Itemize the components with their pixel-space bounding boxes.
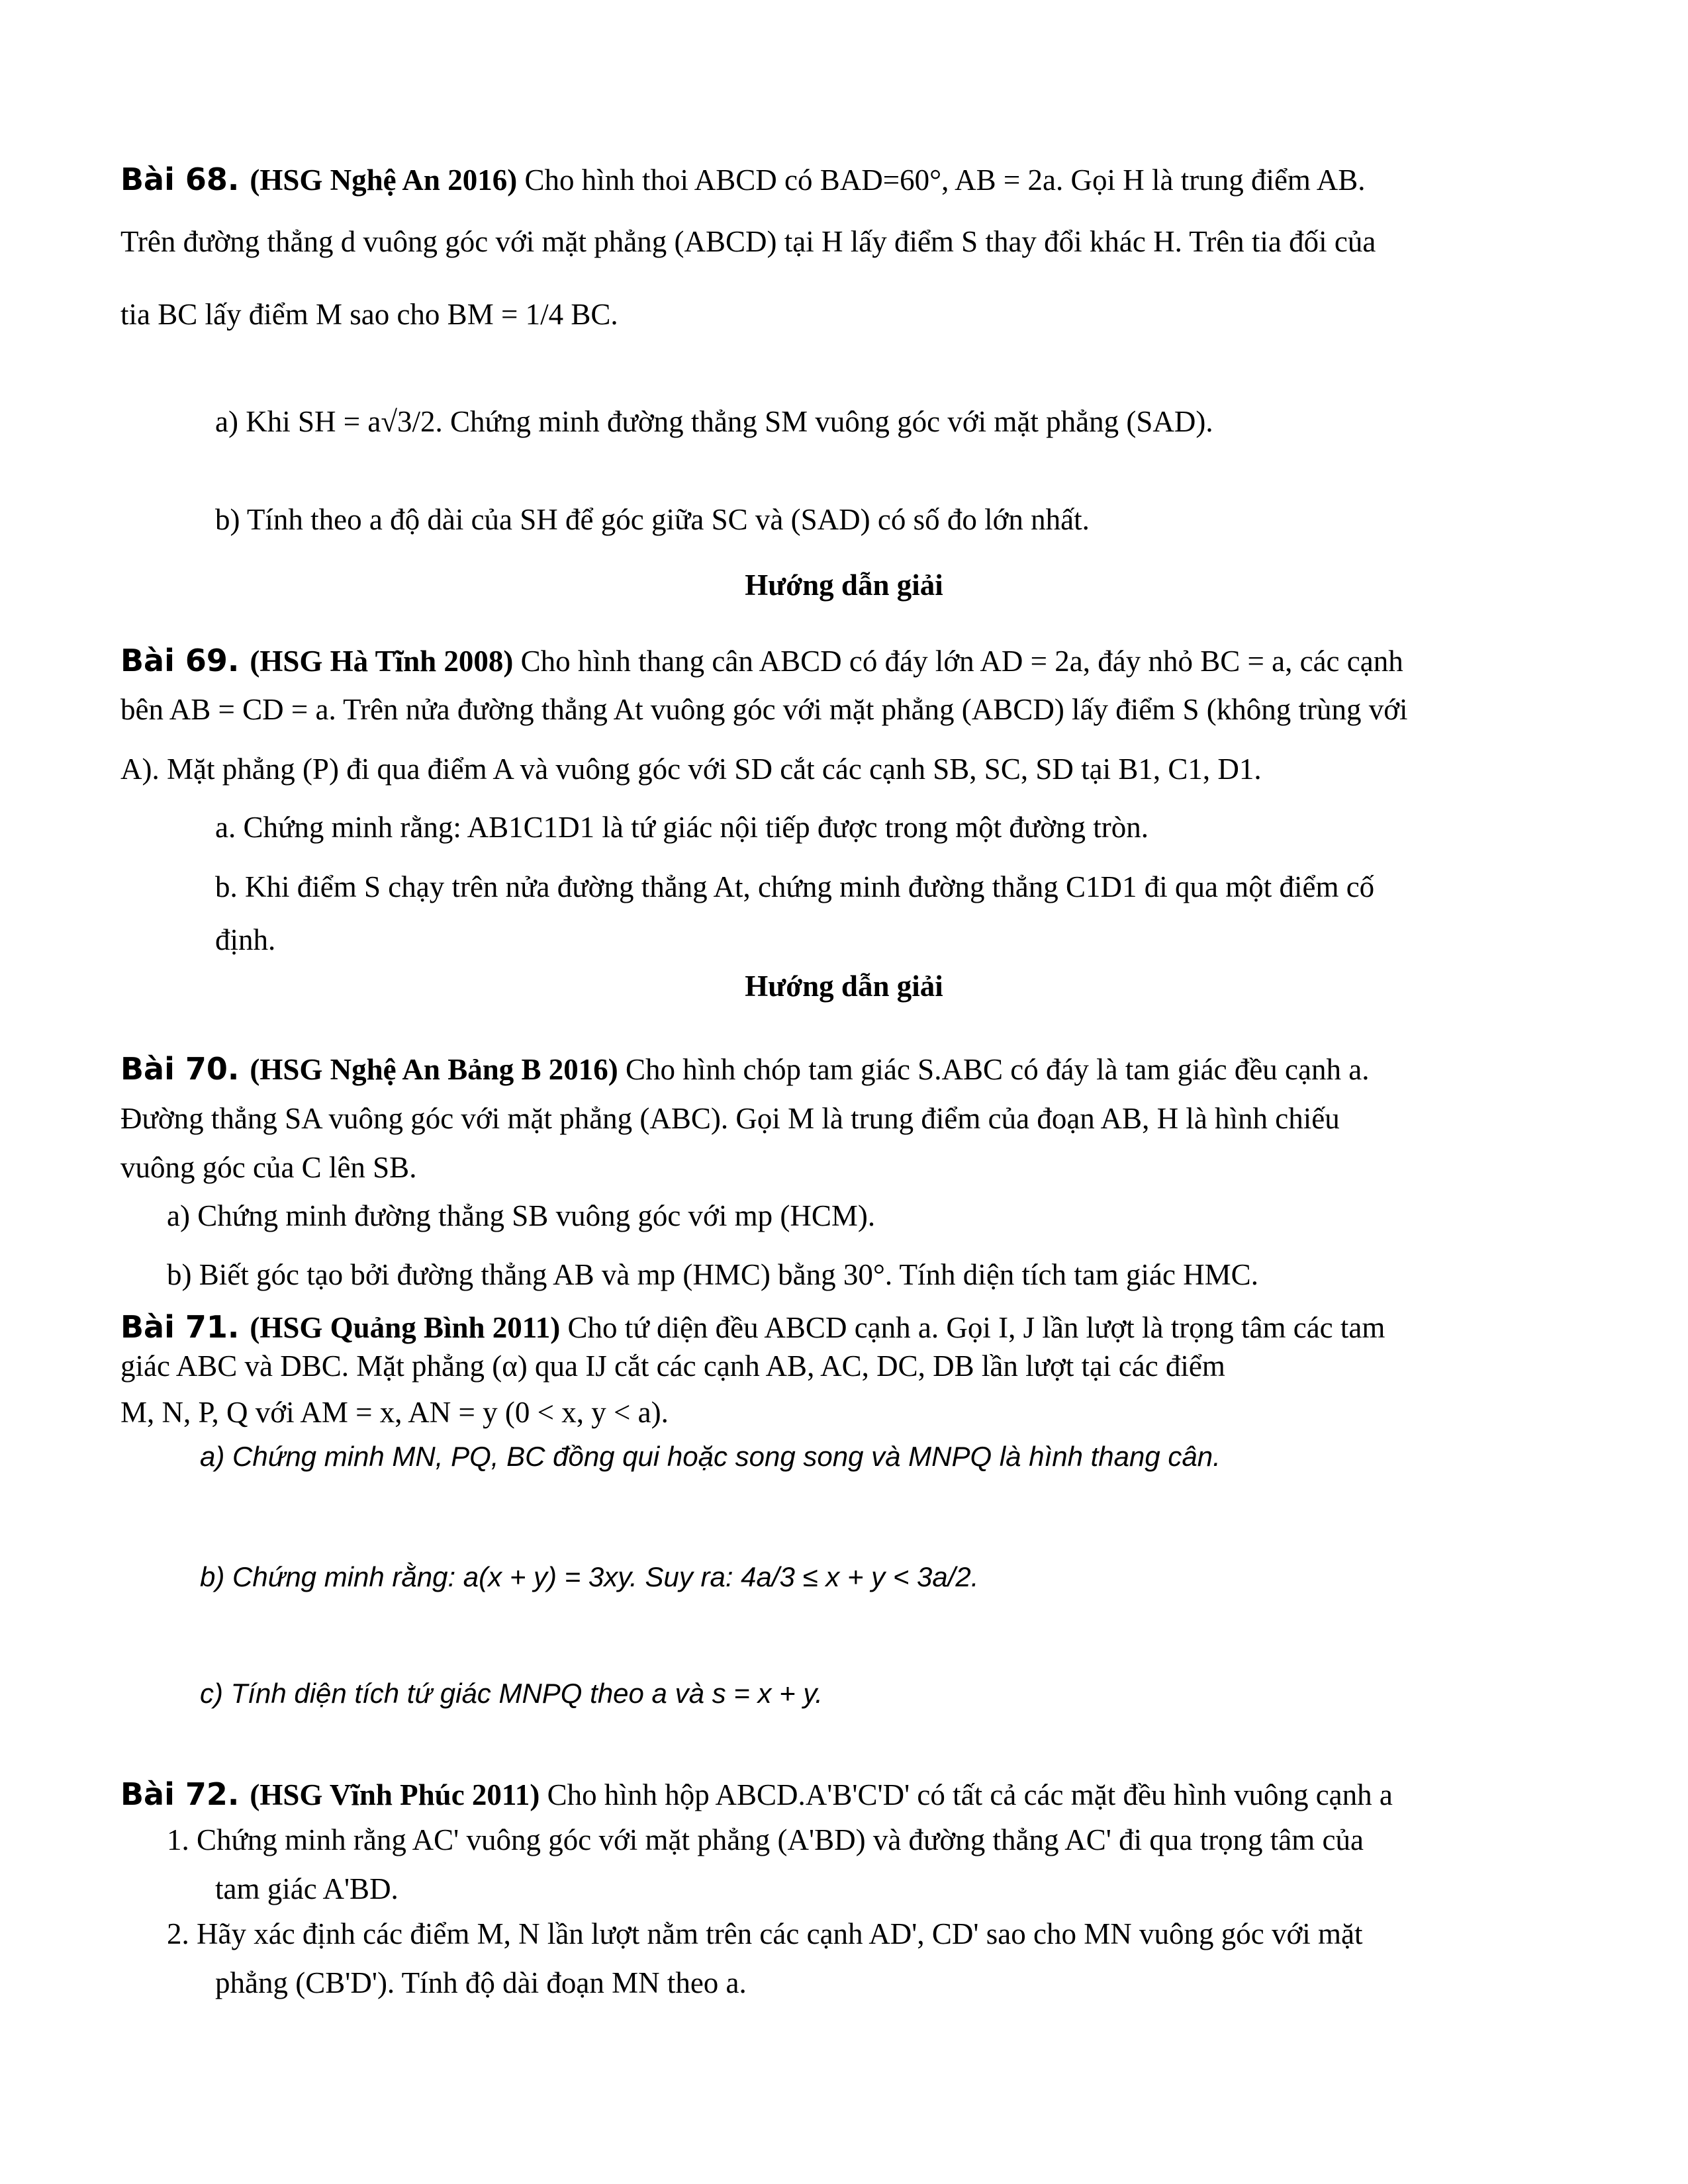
b69-line-1: Bài 69. (HSG Hà Tĩnh 2008) Cho hình thang cân ABCD có đáy lớn AD = 2a, đáy nhỏ BC = a, các cạnh (120, 643, 1403, 678)
b72-item-2-b: phẳng (CB'D'). Tính độ dài đoạn MN theo a. (215, 1966, 747, 1999)
b71-part-b: b) Chứng minh rằng: a(x + y) = 3xy. Suy ra: 4a/3 ≤ x + y < 3a/2. (200, 1561, 979, 1592)
b68-line-3: tia BC lấy điểm M sao cho BM = 1/4 BC. (120, 298, 618, 331)
b70-line-1: Bài 70. (HSG Nghệ An Bảng B 2016) Cho hình chóp tam giác S.ABC có đáy là tam giác đều cạnh a. (120, 1051, 1370, 1087)
b72-item-1-a: 1. Chứng minh rằng AC' vuông góc với mặt phẳng (A'BD) và đường thẳng AC' đi qua trọng tâm của (167, 1823, 1364, 1856)
b69-line-2: bên AB = CD = a. Trên nửa đường thẳng At vuông góc với mặt phẳng (ABCD) lấy điểm S (không trùng với (120, 693, 1408, 726)
b69-part-b-1: b. Khi điểm S chạy trên nửa đường thẳng At, chứng minh đường thẳng C1D1 đi qua một điểm cố (215, 870, 1375, 903)
b71-line-1: Bài 71. (HSG Quảng Bình 2011) Cho tứ diện đều ABCD cạnh a. Gọi I, J lần lượt là trọng tâm các tam (120, 1309, 1385, 1345)
b72-item-2-a: 2. Hãy xác định các điểm M, N lần lượt nằm trên các cạnh AD', CD' sao cho MN vuông góc với mặt (167, 1917, 1363, 1950)
b69-line-3: A). Mặt phẳng (P) đi qua điểm A và vuông góc với SD cắt các cạnh SB, SC, SD tại B1, C1, D1. (120, 752, 1262, 786)
b70-line-2: Đường thẳng SA vuông góc với mặt phẳng (ABC). Gọi M là trung điểm của đoạn AB, H là hình chiếu (120, 1102, 1340, 1135)
b68-line-2: Trên đường thẳng d vuông góc với mặt phẳng (ABCD) tại H lấy điểm S thay đổi khác H. Trên tia đối của (120, 225, 1376, 258)
solution-heading-1: Hướng dẫn giải (745, 569, 943, 602)
b69-part-a: a. Chứng minh rằng: AB1C1D1 là tứ giác nội tiếp được trong một đường tròn. (215, 811, 1149, 844)
b72-line-1: Bài 72. (HSG Vĩnh Phúc 2011) Cho hình hộp ABCD.A'B'C'D' có tất cả các mặt đều hình vuông cạnh a (120, 1776, 1393, 1812)
b68-part-b: b) Tính theo a độ dài của SH để góc giữa SC và (SAD) có số đo lớn nhất. (215, 503, 1090, 536)
b70-part-b: b) Biết góc tạo bởi đường thẳng AB và mp (HMC) bằng 30°. Tính diện tích tam giác HMC. (167, 1258, 1258, 1291)
b71-part-a: a) Chứng minh MN, PQ, BC đồng qui hoặc song song và MNPQ là hình thang cân. (200, 1441, 1221, 1472)
solution-heading-2: Hướng dẫn giải (745, 970, 943, 1003)
b71-line-2: giác ABC và DBC. Mặt phẳng (α) qua IJ cắt các cạnh AB, AC, DC, DB lần lượt tại các điểm (120, 1349, 1225, 1383)
b71-line-3: M, N, P, Q với AM = x, AN = y (0 < x, y < a). (120, 1396, 669, 1429)
b70-line-3: vuông góc của C lên SB. (120, 1151, 417, 1184)
b70-part-a: a) Chứng minh đường thẳng SB vuông góc với mp (HCM). (167, 1199, 876, 1232)
b71-part-c: c) Tính diện tích tứ giác MNPQ theo a và s = x + y. (200, 1678, 823, 1709)
b68-part-a: a) Khi SH = a√3/2. Chứng minh đường thẳng SM vuông góc với mặt phẳng (SAD). (215, 405, 1213, 438)
b69-part-b-2: định. (215, 923, 276, 956)
b68-line-1: Bài 68. (HSG Nghệ An 2016) Cho hình thoi ABCD có BAD=60°, AB = 2a. Gọi H là trung điểm AB. (120, 161, 1366, 197)
b72-item-1-b: tam giác A'BD. (215, 1872, 399, 1905)
